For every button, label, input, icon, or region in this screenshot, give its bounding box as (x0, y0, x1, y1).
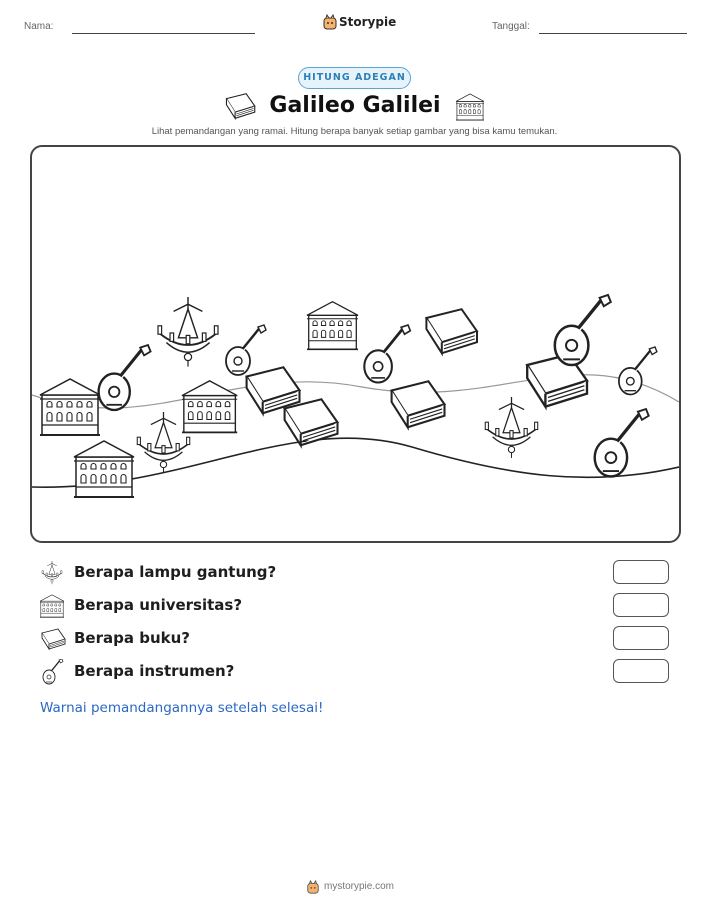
question-text: Berapa buku? (74, 629, 190, 647)
question-text: Berapa lampu gantung? (74, 563, 277, 581)
book-4 (392, 381, 445, 427)
answer-box-book[interactable] (613, 626, 669, 650)
answer-box-chandelier[interactable] (613, 560, 669, 584)
university-4 (307, 302, 358, 350)
date-label: Tanggal: (492, 21, 530, 32)
name-line[interactable] (72, 33, 255, 34)
brand-name: Storypie (339, 15, 397, 29)
lute-6 (595, 409, 649, 477)
university-2 (182, 381, 237, 433)
question-text: Berapa instrumen? (74, 662, 235, 680)
coloring-note: Warnai pemandangannya setelah selesai! (40, 700, 324, 716)
lute-3 (364, 325, 410, 383)
university-3 (74, 441, 134, 497)
lute-4 (555, 295, 611, 365)
chandelier-3 (485, 397, 538, 458)
university-icon (456, 93, 484, 121)
chandelier-icon (40, 561, 64, 585)
book-icon (224, 92, 256, 120)
activity-badge: HITUNG ADEGAN (298, 67, 411, 89)
university-icon (40, 594, 64, 618)
lute-icon (42, 659, 64, 685)
footer (306, 880, 406, 896)
instructions: Lihat pemandangan yang ramai. Hitung berapa banyak setiap gambar yang bisa kamu temukan. (151, 126, 558, 137)
chandelier-2 (137, 412, 190, 473)
question-row-chandelier (40, 560, 670, 586)
question-row-university (40, 593, 670, 619)
question-text: Berapa universitas? (74, 596, 243, 614)
scene-panel (30, 145, 681, 543)
name-label: Nama: (24, 21, 54, 32)
lute-1 (99, 345, 151, 410)
answer-box-university[interactable] (613, 593, 669, 617)
footer-url[interactable]: mystorypie.com (324, 881, 395, 892)
scene-illustration (32, 147, 679, 541)
date-line[interactable] (539, 33, 687, 34)
book-icon (40, 627, 66, 651)
question-row-book (40, 626, 670, 652)
chandelier-1 (158, 297, 218, 367)
book-1 (426, 309, 477, 353)
question-row-instrument (40, 659, 670, 687)
university-1 (40, 379, 100, 435)
answer-box-instrument[interactable] (613, 659, 669, 683)
storypie-logo (322, 13, 397, 31)
mascot-icon (322, 14, 338, 30)
page-title: Galileo Galilei (269, 93, 441, 118)
mascot-icon (306, 880, 320, 894)
lute-2 (226, 325, 266, 375)
